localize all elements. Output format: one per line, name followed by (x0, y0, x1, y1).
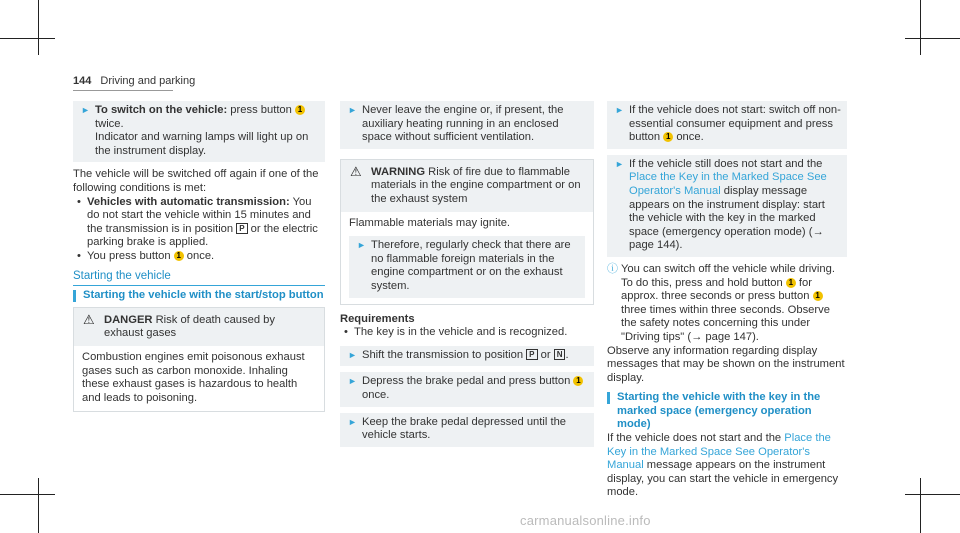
step-text: Therefore, regularly check that there are no flammable foreign materials in the engine compartment or on the exhaust system. (371, 239, 571, 292)
step (607, 101, 847, 149)
warning-text: Risk of fire due to flammable materials in the engine compartment or on the exhaust system (371, 165, 581, 205)
info-text: You can switch off the vehicle while driving. To do this, press and hold button (621, 262, 835, 289)
step (340, 346, 594, 367)
step-title: To switch on the vehicle: (95, 104, 228, 116)
gear-p-icon: P (526, 349, 537, 360)
crop-mark (38, 0, 39, 55)
button-badge: 1 (573, 376, 583, 386)
danger-label: DANGER (104, 313, 153, 326)
subheading: Starting the vehicle with the start/stop button (73, 289, 325, 303)
info-note (607, 263, 847, 345)
step-text: . (565, 348, 569, 361)
display-message-text: Place the Key in the Marked Space See Operator's Manual (607, 432, 831, 472)
gear-p-icon: P (236, 223, 247, 234)
step (73, 101, 325, 162)
crop-mark (920, 0, 921, 55)
paragraph: The vehicle will be switched off again if one of the following conditions is met: (73, 168, 319, 194)
button-badge: 1 (174, 251, 184, 261)
bullet-text: You press button (87, 249, 174, 262)
crop-mark (0, 38, 55, 39)
step-text: twice. (95, 117, 124, 130)
warning-triangle-icon: ⚠ (350, 163, 362, 179)
warning-body: Flammable materials may ignite. (349, 216, 511, 229)
step-text: once. (362, 388, 390, 401)
info-text: for approx. three seconds or press button (621, 276, 813, 303)
list-item: • The key is in the vehicle and is recognized. (340, 326, 594, 340)
arrow-icon: ► (615, 158, 624, 169)
display-message-text: Place the Key in the Marked Space See Operator's Manual (629, 171, 827, 197)
step-text: If the vehicle does not start: switch off non-essential consumer equipment and press button (629, 104, 841, 144)
info-text: three times within three seconds. Observe the safety notes concerning this under "Driving tips" (→ page 147). (621, 303, 830, 343)
step (340, 372, 594, 406)
bullet-text: or the electric parking brake is applied. (87, 222, 318, 249)
arrow-icon: ► (615, 105, 624, 115)
button-badge: 1 (295, 105, 305, 115)
step-text: Keep the brake pedal depressed until the vehicle starts. (362, 415, 567, 442)
bullet-text: once. (183, 249, 215, 262)
section-name: Driving and parking (100, 75, 196, 87)
bullet-title: Vehicles with automatic transmission: (87, 195, 290, 208)
danger-text: Risk of death caused by exhaust gases (104, 313, 275, 340)
paragraph-text: message appears on the instrument display, you can start the vehicle in emergency mode. (607, 459, 839, 499)
subheading: Starting the vehicle with the key in the marked space (emergency operation mode) (607, 391, 847, 432)
crop-mark (0, 494, 55, 495)
step (340, 101, 594, 149)
step-text: press button (227, 104, 295, 116)
button-badge: 1 (663, 132, 673, 142)
button-badge: 1 (813, 291, 823, 301)
watermark: carmanualsonline.info (520, 513, 651, 528)
arrow-icon: ► (348, 416, 357, 427)
arrow-icon: ► (81, 105, 90, 115)
step-text: If the vehicle still does not start and the (629, 157, 823, 170)
bullet-text: You do not start the vehicle within 15 minutes and the transmission is in position (87, 195, 312, 235)
warning-label: WARNING (371, 165, 426, 178)
arrow-icon: ► (348, 376, 357, 387)
paragraph: Observe any information regarding display messages that may be shown on the instrument display. (607, 344, 845, 384)
crop-mark (905, 38, 960, 39)
page-number: 144 (73, 75, 92, 87)
arrow-icon: ► (348, 349, 357, 360)
step-text: Shift the transmission to position (362, 348, 527, 361)
column-3 (607, 101, 847, 500)
step-text: Never leave the engine or, if present, the auxiliary heating running in an enclosed space without sufficient ventilation. (362, 104, 564, 144)
column-2 (340, 101, 594, 453)
step (349, 236, 585, 297)
button-badge: 1 (786, 278, 796, 288)
step-text: once. (673, 131, 704, 144)
crop-mark (38, 478, 39, 533)
step (607, 155, 847, 257)
requirements-title: Requirements (340, 312, 415, 325)
paragraph-text: If the vehicle does not start and the (607, 432, 785, 445)
header-rule (73, 90, 173, 91)
step-text: display message appears on the instrument display: start the vehicle with the key in the marked space (emergency operation mode) (→ page 144). (629, 184, 825, 252)
danger-body: Combustion engines emit poisonous exhaust gases such as carbon monoxide. Inhaling these exhaust gases is hazardous to health and leads to poisoning. (82, 350, 305, 404)
step-text: Depress the brake pedal and press button (362, 375, 574, 388)
danger-box (73, 307, 325, 413)
step-text: or (537, 348, 554, 361)
list-item (73, 196, 325, 250)
section-title: Starting the vehicle (73, 270, 325, 287)
step-detail: Indicator and warning lamps will light up on the instrument display. (95, 131, 309, 157)
step (340, 413, 594, 447)
crop-mark (905, 494, 960, 495)
arrow-icon: ► (357, 240, 366, 251)
page-header (73, 75, 195, 87)
arrow-icon: ► (348, 105, 357, 115)
crop-mark (920, 478, 921, 533)
gear-n-icon: N (554, 349, 566, 360)
column-1 (73, 101, 325, 412)
list-item (73, 250, 325, 264)
warning-box (340, 159, 594, 305)
warning-triangle-icon: ⚠ (83, 311, 95, 327)
paragraph (607, 432, 847, 500)
info-icon: ⓘ (607, 262, 618, 275)
